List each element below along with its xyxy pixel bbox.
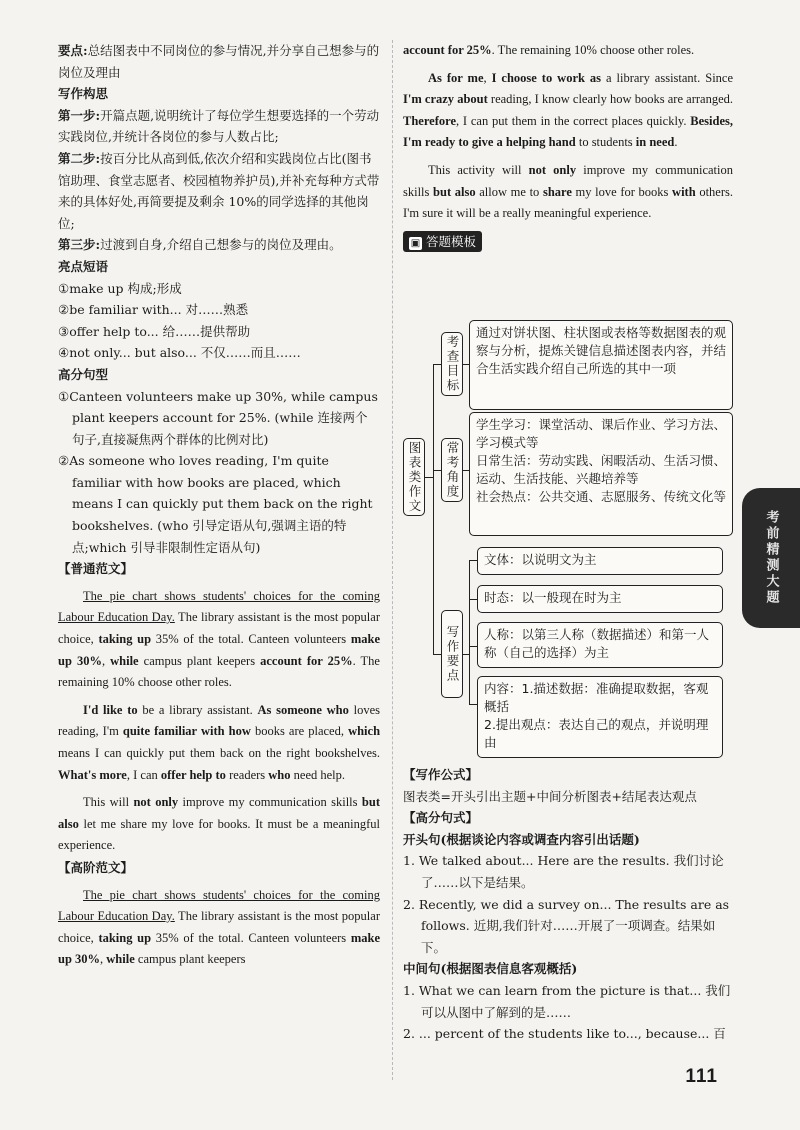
sentence-item: ②As someone who loves reading, I'm quite familiar with how books are placed, which means I can quickly put them back on the right bookshelves. (who 引导定语从句,强调主语的特点;which 引导非限制性定语从句) — [58, 453, 373, 555]
sentences-title: 高分句型 — [58, 366, 109, 382]
branch-points-node: 写作要点 — [441, 610, 463, 698]
opening-item: 1. We talked about... Here are the results. 我们讨论了……以下是结果。 — [403, 853, 724, 890]
template-heading: ▣ 答题模板 — [403, 231, 482, 253]
right-column-lower — [403, 764, 733, 1045]
style-box: 文体：以说明文为主 — [477, 547, 723, 575]
opening-item: 2. Recently, we did a survey on... The results are as follows. 近期,我们针对……开展了一项调查。结果如下。 — [403, 896, 730, 955]
sample1-paragraph-1: The pie chart shows students' choices for the coming Labour Education Day. The library assistant is the most popular choice, taking up 35% of the total. Canteen volunteers make up 30%, while campus plant keepers account for 25%. The remaining 10% choose other roles. — [58, 588, 380, 690]
structure-title: 写作构思 — [58, 86, 109, 102]
formula-title: 【写作公式】 — [403, 767, 479, 782]
step-3: 第三步:过渡到自身,介绍自己想参与的岗位及理由。 — [58, 237, 342, 253]
section-side-tab: 考前精测大题 — [742, 488, 800, 628]
root-node: 图表类作文 — [403, 438, 425, 516]
sample2-continued: account for 25%. The remaining 10% choose other roles. — [403, 43, 695, 57]
sample2-paragraph-2: As for me, I choose to work as a library assistant. Since I'm crazy about reading, I know clearly how books are arranged. Therefore, I can put them in the correct places quickly. Besides, I'm ready to give a helping hand to students in need. — [403, 70, 734, 150]
right-column — [403, 40, 733, 252]
sample2-paragraph-3: This activity will not only improve my communication skills but also allow me to share my love for books with others. I'm sure it will be a really meaningful experience. — [403, 162, 733, 221]
step-1: 第一步:开篇点题,说明统计了每位学生想要选择的一个劳动实践岗位,并统计各岗位的参与人数占比; — [58, 107, 380, 145]
connector — [433, 364, 434, 654]
connector — [469, 646, 477, 647]
branch-goal-node: 考查目标 — [441, 332, 463, 396]
connector — [469, 599, 477, 600]
sample2-paragraph-1: The pie chart shows students' choices for the coming Labour Education Day. The library assistant is the most popular choice, taking up 35% of the total. Canteen volunteers make up 30%, while campus plant keepers — [58, 887, 380, 967]
connector — [433, 470, 441, 471]
sentence-item: ①Canteen volunteers make up 30%, while campus plant keepers account for 25%. (while 连接两个句子,直接凝焦两个群体的比例对比) — [58, 388, 378, 447]
connector — [433, 654, 441, 655]
tense-box: 时态：以一般现在时为主 — [477, 585, 723, 613]
sample1-paragraph-2: I'd like to be a library assistant. As someone who loves reading, I'm quite familiar with how books are placed, which means I can quickly put them back on the right bookshelves. What's more, I can offer help to readers who need help. — [58, 702, 381, 782]
template-icon: ▣ — [410, 237, 421, 249]
connector — [469, 560, 477, 561]
goal-box: 通过对饼状图、柱状图或表格等数据图表的观察与分析，提炼关键信息描述图表内容，并结合生活实践介绍自己所选的其中一项 — [469, 320, 733, 410]
middle-item: 2. ... percent of the students like to..., because... 百 — [403, 1026, 726, 1042]
angle-box: 学生学习：课堂活动、课后作业、学习方法、学习模式等 日常生活：劳动实践、闲暇活动、生活习惯、运动、生活技能、兴趣培养等 社会热点：公共交通、志愿服务、传统文化等 — [469, 412, 733, 536]
phrase-item: ③offer help to... 给……提供帮助 — [58, 323, 251, 339]
connector — [469, 704, 477, 705]
high-sentences-title: 【高分句式】 — [403, 810, 479, 826]
sample2-title: 【高阶范文】 — [58, 859, 134, 875]
connector — [425, 477, 433, 478]
template-diagram — [403, 320, 733, 760]
page-number: 111 — [685, 1066, 718, 1087]
column-divider — [392, 40, 393, 1080]
key-points: 要点:总结图表中不同岗位的参与情况,并分享自己想参与的岗位及理由 — [58, 43, 380, 80]
middle-item: 1. What we can learn from the picture is that... 我们可以从图中了解到的是…… — [403, 982, 731, 1020]
sample1-paragraph-3: This will not only improve my communication skills but also let me share my love for books. It must be a meaningful experience. — [58, 795, 380, 853]
sample1-title: 【普通范文】 — [58, 561, 134, 577]
person-box: 人称：以第三人称（数据描述）和第一人称（自己的选择）为主 — [477, 622, 723, 668]
phrase-item: ④not only... but also... 不仅……而且…… — [58, 345, 301, 361]
connector — [433, 364, 441, 365]
branch-angle-node: 常考角度 — [441, 438, 463, 502]
phrases-title: 亮点短语 — [58, 258, 109, 274]
middle-title: 中间句(根据图表信息客观概括) — [403, 961, 578, 977]
step-2: 第二步:按百分比从高到低,依次介绍和实践岗位占比(图书馆助理、食堂志愿者、校园植物养护员),并补充每种方式带来的具体好处,再简要提及剩余 10%的同学选择的其他岗位; — [58, 150, 380, 231]
phrase-item: ②be familiar with... 对……熟悉 — [58, 302, 249, 318]
formula: 图表类=开头引出主题+中间分析图表+结尾表达观点 — [403, 788, 697, 804]
connector — [463, 654, 469, 655]
left-column — [58, 40, 380, 971]
connector — [469, 560, 470, 704]
opening-title: 开头句(根据谈论内容或调查内容引出话题) — [403, 831, 640, 847]
content-box: 内容：1.描述数据：准确提取数据，客观概括 2.提出观点：表达自己的观点，并说明理由 — [477, 676, 723, 758]
phrase-item: ①make up 构成;形成 — [58, 280, 182, 296]
